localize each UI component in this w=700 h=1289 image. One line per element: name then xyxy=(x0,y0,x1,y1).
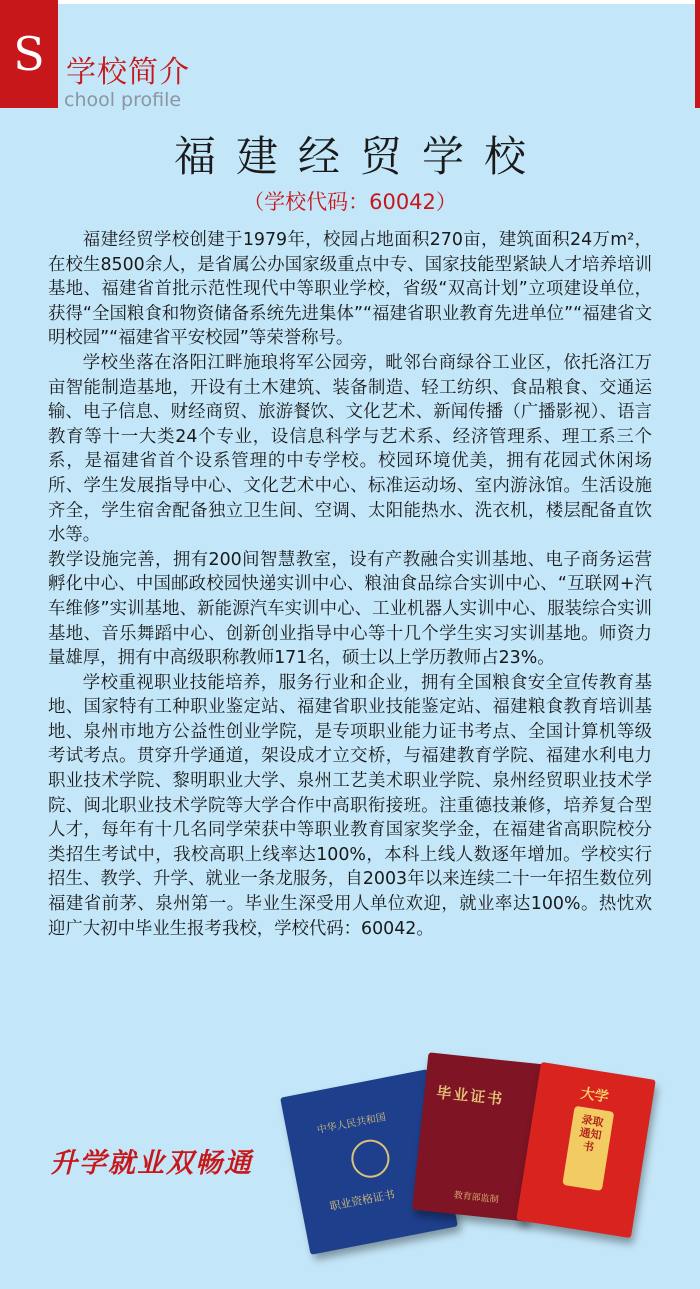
paragraph: 福建经贸学校创建于1979年，校园占地面积270亩，建筑面积24万m²，在校生8500余人，是省属公办国家级重点中专、国家技能型紧缺人才培养培训基地、福建省首批示范性现代中等职业学校，省级“双高计划”立项建设单位，获得“全国粮食和物资储备系统先进集体”“福建省职业教育先进单位”“福建省文明校园”“福建省平安校园”等荣誉称号。 xyxy=(48,230,652,349)
admission-title: 录取通知书 xyxy=(578,1113,605,1155)
national-emblem-icon xyxy=(348,1136,393,1181)
admission-header: 大学 xyxy=(579,1085,610,1106)
section-badge: S xyxy=(0,0,58,108)
paragraph: 学校重视职业技能培养，服务行业和企业，拥有全国粮食安全宣传教育基地、国家特有工种职业鉴定站、福建省职业技能鉴定站、福建粮食教育培训基地、泉州市地方公益性创业学院，是专项职业能力证书考点、全国计算机等级考试考点。贯穿升学通道，架设成才立交桥，与福建教育学院、福建水利电力职业技术学院、黎明职业大学、泉州工艺美术职业学院、泉州经贸职业技术学院、闽北职业技术学院等大学合作中高职衔接班。注重德技兼修，培养复合型人才，每年有十几名同学荣获中等职业教育国家奖学金，在福建省高职院校分类招生考试中，我校高职上线率达100%，本科上线人数逐年增加。学校实行招生、教学、升学、就业一条龙服务，自2003年以来连续二十一年招生数位列福建省前茅、泉州第一。毕业生深受用人单位欢迎，就业率达100%。热忱欢迎广大初中毕业生报考我校，学校代码：60042。 xyxy=(48,672,652,939)
paragraph: 学校坐落在洛阳江畔施琅将军公园旁，毗邻台商绿谷工业区，依托洛江万亩智能制造基地，开设有土木建筑、装备制造、轻工纺织、食品粮食、交通运输、电子信息、财经商贸、旅游餐饮、文化艺术、新闻传播（广播影视）、语言教育等十一大类24个专业，设信息科学与艺术系、经济管理系、理工系三个系，是福建省首个设系管理的中专学校。校园环境优美，拥有花园式休闲场所、学生发展指导中心、文化艺术中心、标准运动场、室内游泳馆。生活设施齐全，学生宿舍配备独立卫生间、空调、太阳能热水、洗衣机，楼层配备直饮水等。 xyxy=(48,352,652,546)
scroll-icon xyxy=(562,1106,614,1191)
certificate-title: 职业资格证书 xyxy=(328,1187,396,1214)
certificate-header: 中华人民共和国 xyxy=(316,1112,387,1137)
slogan: 升学就业双畅通 xyxy=(50,1148,253,1179)
profile-body xyxy=(48,228,652,941)
paragraph: 教学设施完善，拥有200间智慧教室，设有产教融合实训基地、电子商务运营孵化中心、中国邮政校园快递实训中心、粮油食品综合实训中心、“互联网+汽车维修”实训基地、新能源汽车实训中心、工业机器人实训中心、服装综合实训基地、音乐舞蹈中心、创新创业指导中心等十几个学生实习实训基地。师资力量雄厚，拥有中高级职称教师171名，硕士以上学历教师占23%。 xyxy=(48,549,652,669)
admission-letter-image xyxy=(516,1062,656,1238)
section-title-en: chool profile xyxy=(64,89,182,111)
right-accent-bar xyxy=(695,0,700,108)
school-code: （学校代码：60042） xyxy=(243,190,457,214)
top-strip xyxy=(0,0,700,4)
diploma-issuer: 教育部监制 xyxy=(453,1190,500,1206)
diploma-title: 毕业证书 xyxy=(435,1083,506,1109)
school-name: 福建经贸学校 xyxy=(173,132,546,181)
section-title-cn: 学校简介 xyxy=(66,55,190,90)
